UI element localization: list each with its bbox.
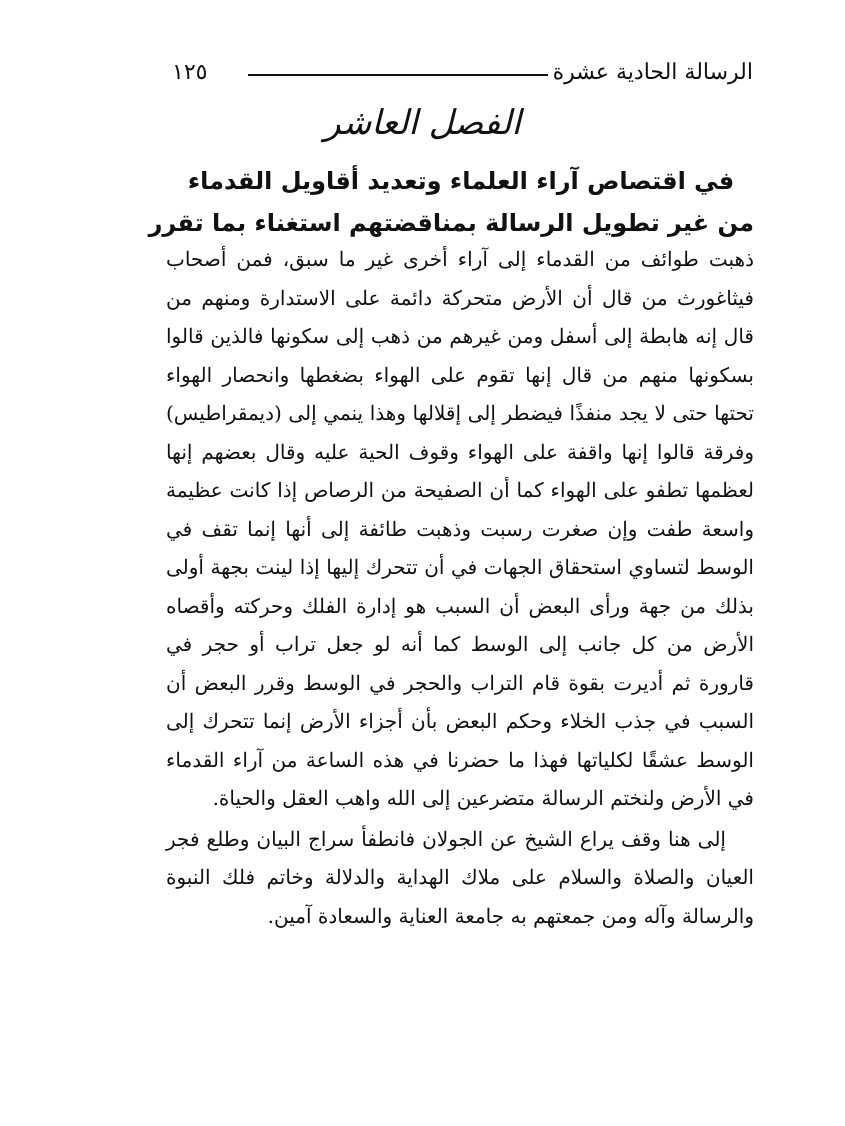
page-number: ١٢٥ [172, 60, 208, 85]
paragraph-2: إلى هنا وقف يراع الشيخ عن الجولان فانطفأ سراج البيان وطلع فجر العيان والصلاة والسلام على ملاك الهداية والدلالة وخاتم فلك النبوة والرسالة وآله ومن جمعتهم به جامعة العناية والسعادة آمين. [166, 826, 754, 928]
body-text [166, 240, 754, 935]
chapter-title-line-1: في اقتصاص آراء العلماء وتعديد أقاويل القدماء [187, 167, 735, 195]
chapter-heading: الفصل العاشر [324, 103, 521, 143]
running-header-title: الرسالة الحادية عشرة [552, 60, 753, 85]
header-rule [248, 74, 548, 76]
paragraph-1: ذهبت طوائف من القدماء إلى آراء أخرى غير ما سبق، فمن أصحاب فيثاغورث من قال أن الأرض متحركة دائمة على الاستدارة ومنهم من قال إنه هابطة إلى أسفل ومن غيرهم من ذهب إلى سكونها فالذين قالوا بسكونها منهم من قال إنها تقوم على الهواء بضغطها وانحصار الهواء تحتها حتى لا يجد منفذًا فيضطر إلى إقلالها وهذا ينمي إلى (ديمقراطيس) وفرقة قالوا إنها واقفة على الهواء وقوف الحية عليه وقال بعضهم إنها لعظمها تطفو على الهواء كما أن الصفيحة من الرصاص إذا كانت عظيمة واسعة طفت وإن صغرت رسبت وذهبت طائفة إلى أنها إنما تقف في الوسط لتساوي استحقاق الجهات في أن تتحرك إليها إذا لينت بجهة أولى بذلك من جهة ورأى البعض أن السبب هو إدارة الفلك وحركته وأقصاه الأرض من كل جانب إلى الوسط كما أنه لو جعل تراب أو حجر في قارورة ثم أديرت بقوة قام التراب والحجر في الوسط وقرر البعض أن السبب في جذب الخلاء وحكم البعض بأن أجزاء الأرض إنما تتحرك إلى الوسط عشقًا لكلياتها فهذا ما حضرنا في هذه الساعة من آراء القدماء في الأرض ولنختم الرسالة متضرعين إلى الله واهب العقل والحياة. [166, 247, 754, 810]
chapter-title [148, 160, 754, 244]
chapter-title-line-2: من غير تطويل الرسالة بمناقضتهم استغناء بما تقرر [148, 209, 754, 237]
